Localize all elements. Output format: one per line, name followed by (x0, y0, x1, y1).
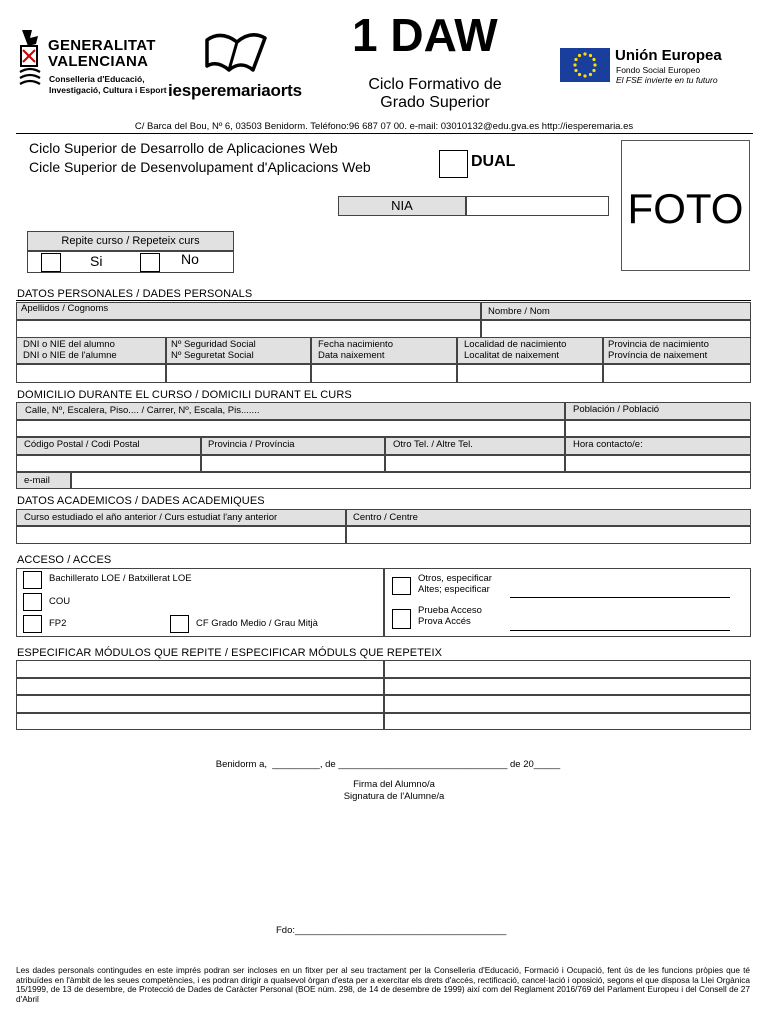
contact-hour-label: Hora contacto/e: (573, 439, 643, 450)
module-cell-3b[interactable] (384, 695, 751, 713)
bach-checkbox[interactable] (23, 571, 42, 589)
gva-title-1: GENERALITAT (48, 37, 156, 54)
prov-label-2: Província de naixement (608, 350, 708, 361)
eu-title: Unión Europea (615, 47, 722, 64)
school-logo (165, 26, 310, 102)
email-header (16, 472, 71, 489)
city-header (565, 402, 751, 420)
surnames-label: Apellidos / Cognoms (21, 303, 109, 314)
school-address: C/ Barca del Bou, Nº 6, 03503 Benidorm. Teléfono:96 687 07 00. e-mail: 03010132@edu.gva.es http://iesperemaria.es (134, 121, 634, 132)
gva-title-2: VALENCIANA (48, 53, 149, 70)
course-code: 1 DAW (352, 9, 498, 61)
city-field[interactable] (565, 420, 751, 437)
course-name-es: Ciclo Superior de Desarrollo de Aplicaciones Web (29, 140, 338, 156)
module-cell-2a[interactable] (16, 678, 384, 695)
center-header (346, 509, 751, 526)
ss-field[interactable] (166, 364, 311, 383)
prov-label-1: Provincia de nacimiento (608, 339, 709, 350)
others-checkbox[interactable] (392, 577, 411, 595)
province-header (201, 437, 385, 455)
prueba-label-1: Prueba Acceso (418, 605, 482, 616)
town-header (457, 337, 603, 364)
fdo-line[interactable]: Fdo:________________________________________ (276, 925, 507, 936)
gva-emblem-icon (18, 28, 44, 88)
eu-subtitle-1: Fondo Social Europeo (616, 65, 701, 75)
cou-label: COU (49, 596, 71, 607)
previous-course-field[interactable] (16, 526, 346, 544)
repeat-title-cell (27, 231, 234, 251)
postal-header (16, 437, 201, 455)
name-header (481, 302, 751, 320)
birth-header (311, 337, 457, 364)
birth-label-1: Fecha nacimiento (318, 339, 393, 350)
town-field[interactable] (457, 364, 603, 383)
address-section-title: DOMICILIO DURANTE EL CURSO / DOMICILI DURANT EL CURS (17, 389, 352, 401)
bach-label: Bachillerato LOE / Batxillerat LOE (49, 573, 192, 584)
nia-label-cell (338, 196, 466, 216)
cou-checkbox[interactable] (23, 593, 42, 611)
others-specify-line[interactable] (510, 594, 730, 598)
contact-hour-header (565, 437, 751, 455)
photo-box (621, 140, 750, 271)
academic-section-title: DATOS ACADEMICOS / DADES ACADEMIQUES (17, 495, 265, 507)
repeat-no-checkbox[interactable] (140, 253, 160, 272)
province-field[interactable] (201, 455, 385, 472)
signature-label-2: Signatura de l'Alumne/a (343, 791, 445, 802)
cf-medio-label: CF Grado Medio / Grau Mitjà (196, 618, 318, 629)
previous-course-header (16, 509, 346, 526)
gva-logo (18, 28, 178, 98)
dual-checkbox[interactable] (439, 150, 468, 178)
signature-label-1: Firma del Alumno/a (353, 779, 435, 790)
postal-label: Código Postal / Codi Postal (24, 439, 140, 450)
other-phone-header (385, 437, 565, 455)
header-divider (16, 133, 753, 134)
surnames-field[interactable] (16, 320, 481, 338)
module-cell-1a[interactable] (16, 660, 384, 678)
dni-label-1: DNI o NIE del alumno (23, 339, 115, 350)
prueba-specify-line[interactable] (510, 627, 730, 631)
eu-logo (560, 46, 750, 86)
cycle-title-1: Ciclo Formativo de (368, 76, 502, 93)
postal-field[interactable] (16, 455, 201, 472)
eu-flag-icon (560, 48, 610, 82)
dual-label: DUAL (471, 153, 516, 170)
others-label-1: Otros, especificar (418, 573, 492, 584)
dni-label-2: DNI o NIE de l'alumne (23, 350, 117, 361)
module-cell-1b[interactable] (384, 660, 751, 678)
previous-course-label: Curso estudiado el año anterior / Curs estudiat l'any anterior (24, 512, 278, 523)
gva-subtitle-1: Conselleria d'Educació, (49, 74, 145, 84)
module-cell-3a[interactable] (16, 695, 384, 713)
module-cell-2b[interactable] (384, 678, 751, 695)
personal-divider (16, 300, 751, 301)
repeat-title: Repite curso / Repeteix curs (61, 235, 200, 247)
repeat-yes-label: Si (90, 253, 103, 269)
street-field[interactable] (16, 420, 565, 437)
surnames-header (16, 302, 481, 320)
fp2-label: FP2 (49, 618, 67, 629)
ss-label-1: Nº Seguridad Social (171, 339, 256, 350)
town-label-2: Localitat de naixement (464, 350, 560, 361)
center-label: Centro / Centre (353, 512, 418, 523)
cycle-title-2: Grado Superior (380, 94, 490, 111)
birth-label-2: Data naixement (318, 350, 385, 361)
name-label: Nombre / Nom (488, 306, 550, 317)
fp2-checkbox[interactable] (23, 615, 42, 633)
ss-label-2: Nº Seguretat Social (171, 350, 254, 361)
repeat-no-label: No (181, 251, 199, 267)
email-label: e-mail (24, 475, 50, 486)
personal-section-title: DATOS PERSONALES / DADES PERSONALS (17, 288, 253, 300)
city-label: Población / Població (573, 404, 660, 415)
center-field[interactable] (346, 526, 751, 544)
module-cell-4b[interactable] (384, 713, 751, 730)
prueba-label-2: Prova Accés (418, 616, 471, 627)
contact-hour-field[interactable] (565, 455, 751, 472)
prueba-checkbox[interactable] (392, 609, 411, 629)
street-header (16, 402, 565, 420)
school-name: iesperemariaorts (168, 81, 302, 100)
dni-field[interactable] (16, 364, 166, 383)
module-cell-4a[interactable] (16, 713, 384, 730)
name-field[interactable] (481, 320, 751, 338)
street-label: Calle, Nº, Escalera, Piso.... / Carrer, Nº, Escala, Pis....... (25, 405, 260, 416)
other-phone-field[interactable] (385, 455, 565, 472)
ss-header (166, 337, 311, 364)
dni-header (16, 337, 166, 364)
email-field[interactable] (71, 472, 751, 489)
prov-field[interactable] (603, 364, 751, 383)
access-section-title: ACCESO / ACCES (17, 554, 112, 566)
open-book-icon (203, 26, 269, 76)
other-phone-label: Otro Tel. / Altre Tel. (393, 439, 473, 450)
others-label-2: Altes; especificar (418, 584, 490, 595)
birth-field[interactable] (311, 364, 457, 383)
legal-notice: Les dades personals contingudes en este imprés podran ser incloses en un fitxer per al seu tractament per la Conselleria d'Educació, Formació i Ocupació, fent ús de les funcions pròpies que té atribuïdes en l'àmbit de les seues competències, i es podran dirigir a qualsevol òrgan d'esta per a exercitar els drets d'accés, rectificació, cancel·lació i oposició, segons el que disposa la Llei Orgànica 15/1999, de 13 de desembre, de Protecció de Dades de Caràcter Personal (BOE núm. 298, de 14 de desembre de 1999) així com del Reglament 2016/769 del Parlament Europeu i del Consell de 27 d'Abril (16, 965, 750, 1004)
course-name-va: Cicle Superior de Desenvolupament d'Aplicacions Web (29, 159, 371, 175)
cf-medio-checkbox[interactable] (170, 615, 189, 633)
gva-subtitle-2: Investigació, Cultura i Esport (49, 85, 167, 95)
province-label: Provincia / Província (208, 439, 295, 450)
date-line[interactable]: Benidorm a, _________, de ________________________________ de 20_____ (215, 759, 561, 770)
photo-label: FOTO (627, 185, 744, 232)
repeat-yes-checkbox[interactable] (41, 253, 61, 272)
prov-header (603, 337, 751, 364)
nia-label: NIA (391, 198, 413, 213)
town-label-1: Localidad de nacimiento (464, 339, 567, 350)
modules-section-title: ESPECIFICAR MÓDULOS QUE REPITE / ESPECIFICAR MÓDULS QUE REPETEIX (17, 647, 443, 659)
eu-subtitle-2: El FSE invierte en tu futuro (616, 75, 718, 85)
nia-field[interactable] (466, 196, 609, 216)
